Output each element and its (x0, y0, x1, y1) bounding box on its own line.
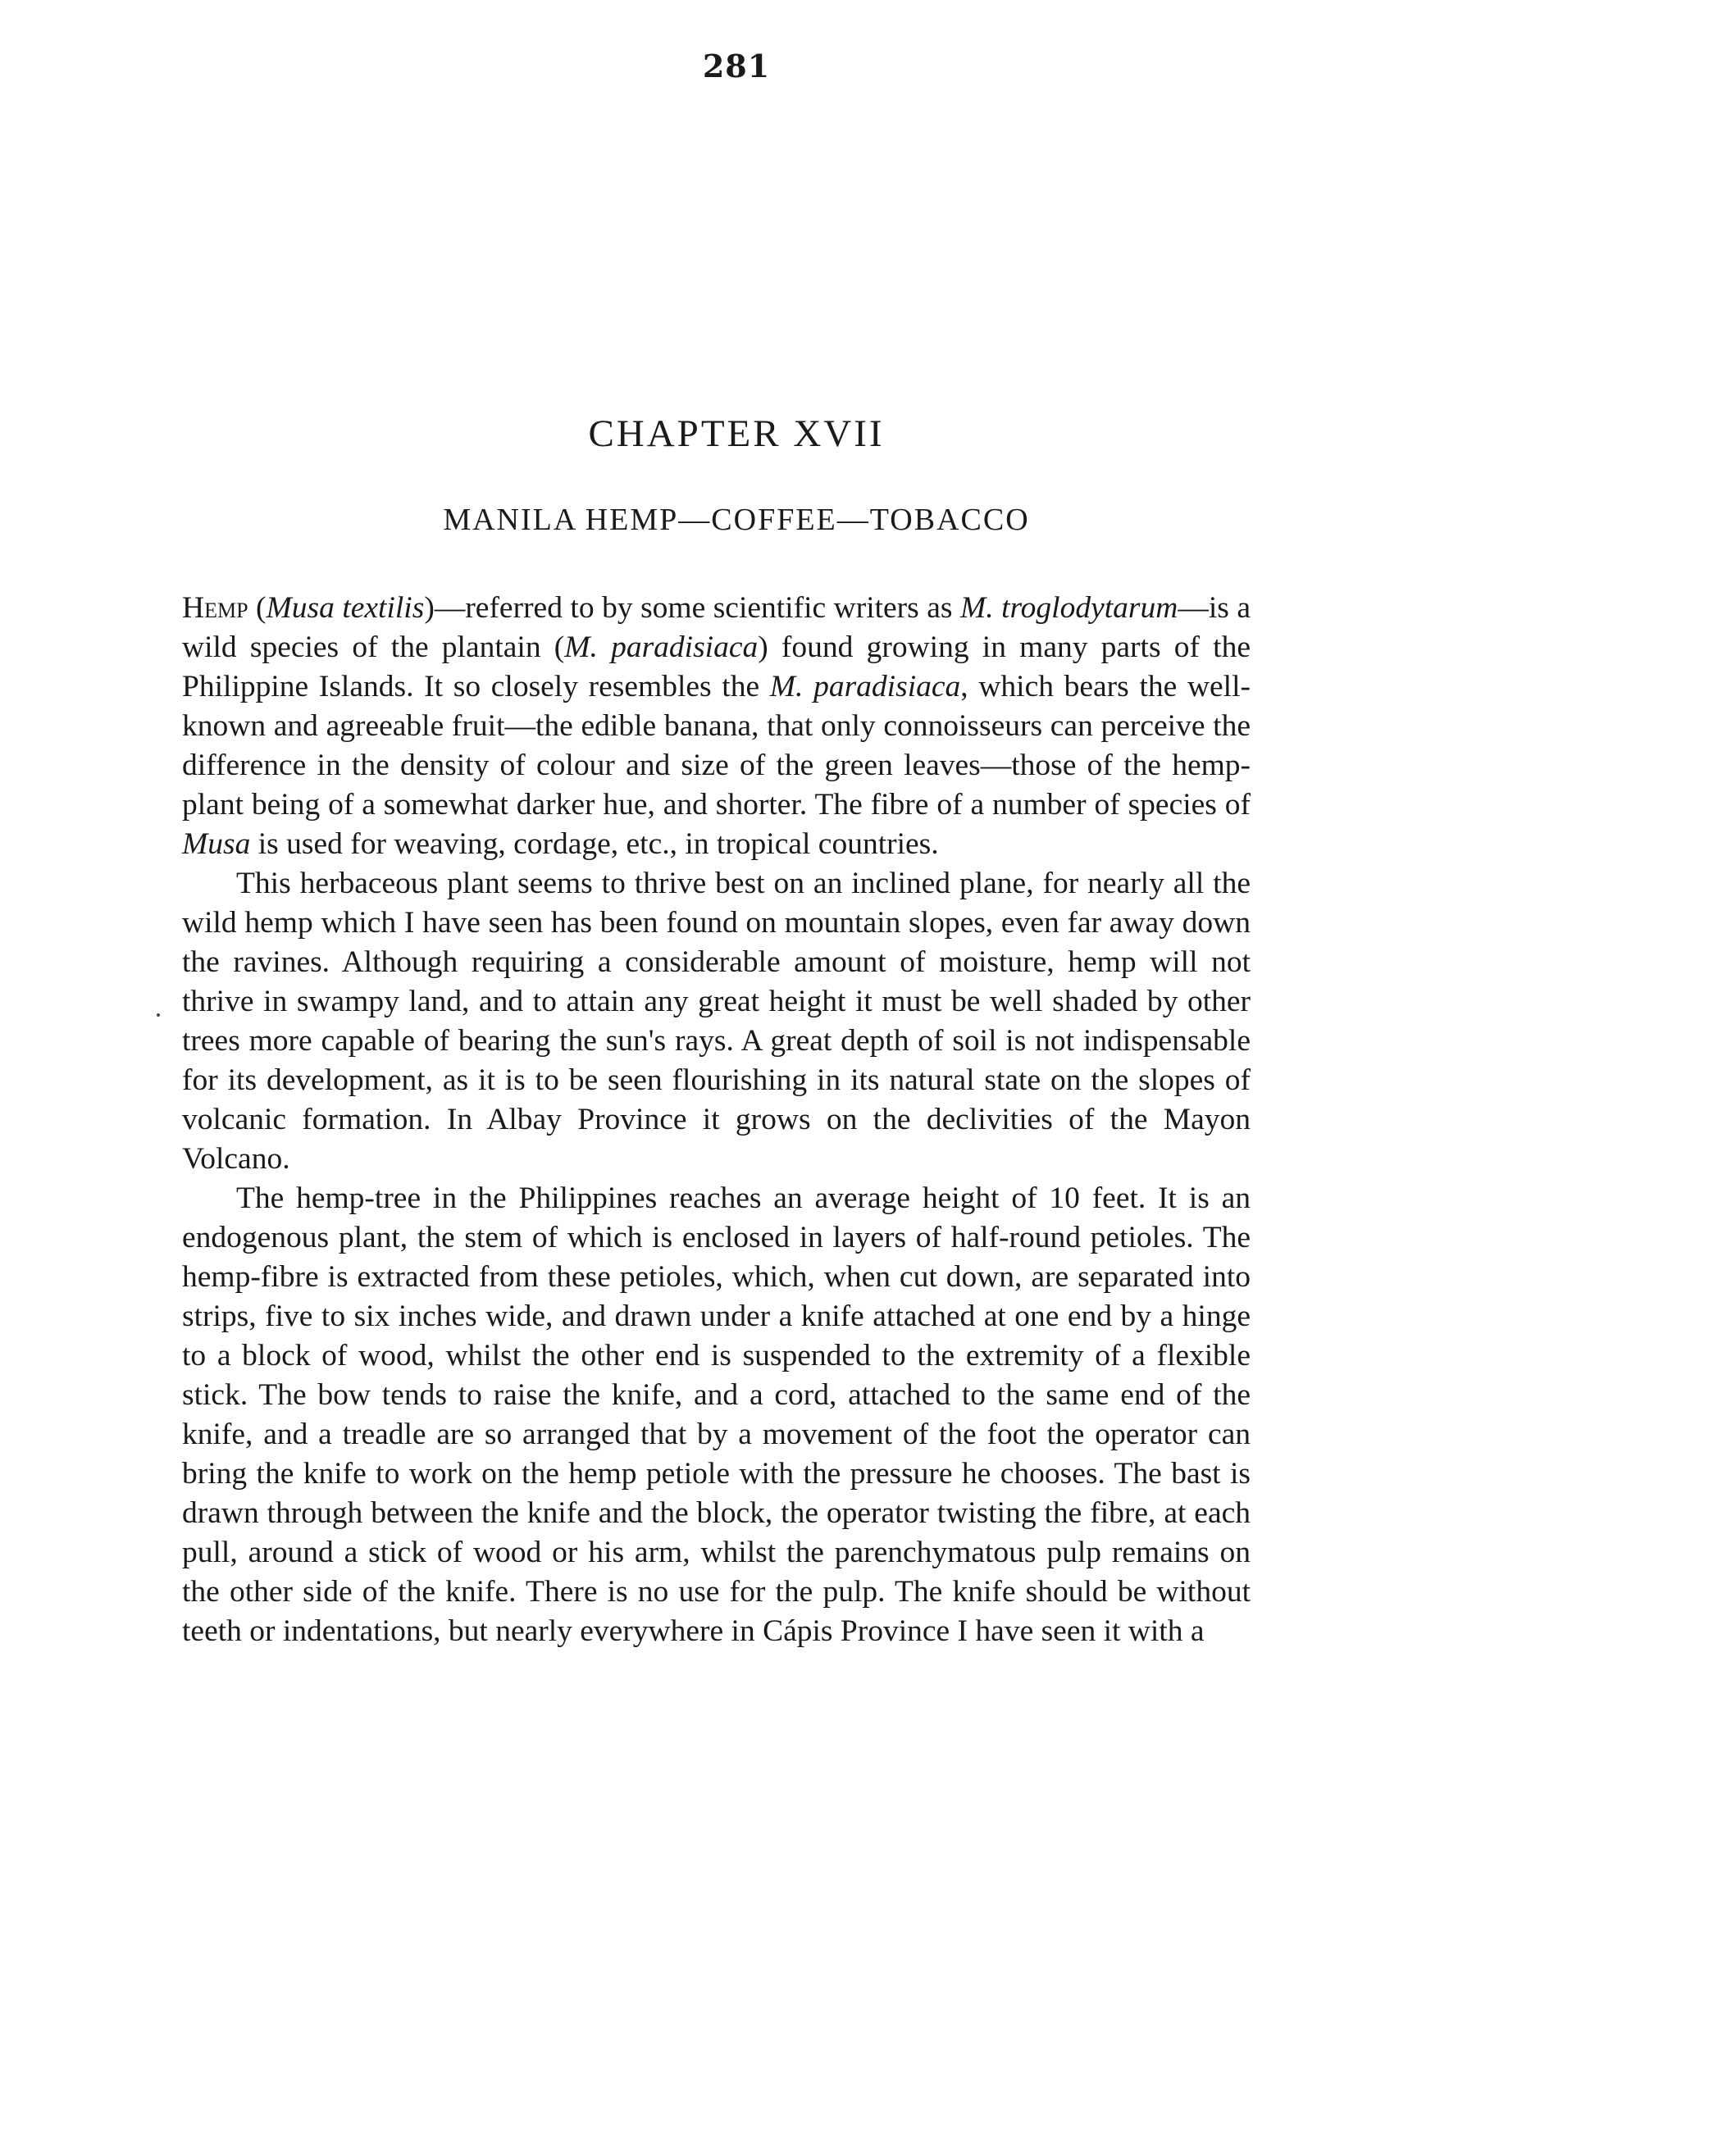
chapter-subtitle: MANILA HEMP—COFFEE—TOBACCO (443, 503, 1030, 537)
text-run: ( (248, 591, 267, 625)
paragraph-habitat: This herbaceous plant seems to thrive best on an inclined plane, for nearly all the wild hemp which I have seen has been found on mountain slopes, even far away down the ravines. Although requiring a considerable amount of moisture, hemp will not thrive in swampy land, and to attain any great height it must be well shaded by other trees more capable of bearing the sun's rays. A great depth of soil is not indispensable for its development, as it is to be seen flourishing in its natural state on the slopes of volcanic formation. In Albay Province it grows on the declivities of the Mayon Volcano. (182, 867, 1251, 1176)
stray-ink-mark (157, 1013, 160, 1017)
paragraph-lead-word: Hemp (182, 591, 248, 625)
italic-term: Musa (182, 827, 251, 861)
paragraph-hemp-intro (182, 589, 1251, 864)
text-run: —is a wild species of the plantain ( (182, 591, 1251, 664)
page-number: 281 (702, 48, 771, 84)
italic-term: M. troglodytarum (959, 591, 1178, 625)
text-run: , which bears the well-known and agreeable fruit—the edible banana, that only connoisseurs can perceive the difference in the density of colour and size of the green leaves—those of the hemp-plant being of a somewhat darker hue, and shorter. The fibre of a number of species of (182, 670, 1251, 822)
paragraph-extraction: The hemp-tree in the Philippines reaches an average height of 10 feet. It is an endogenous plant, the stem of which is enclosed in layers of half-round petioles. The hemp-fibre is extracted from these petioles, which, when cut down, are separated into strips, five to six inches wide, and drawn under a knife attached at one end by a hinge to a block of wood, whilst the other end is suspended to the extremity of a flexible stick. The bow tends to raise the knife, and a cord, attached to the same end of the knife, and a treadle are so arranged that by a movement of the foot the operator can bring the knife to work on the hemp petiole with the pressure he chooses. The bast is drawn through between the knife and the block, the operator twisting the fibre, at each pull, around a stick of wood or his arm, whilst the parenchymatous pulp remains on the other side of the knife. There is no use for the pulp. The knife should be without teeth or indentations, but nearly everywhere in Cápis Province I have seen it with a (182, 1181, 1251, 1648)
italic-term: M. paradisiaca (564, 630, 759, 664)
italic-term: M. paradisiaca (769, 670, 961, 703)
italic-term: Musa textilis (266, 591, 425, 625)
chapter-heading: CHAPTER XVII (588, 412, 885, 455)
body-text (182, 589, 1251, 1651)
text-run: is used for weaving, cordage, etc., in tropical countries. (250, 827, 939, 861)
text-run: ) found growing in many parts of the Philippine Islands. It so closely resembles the (182, 630, 1251, 703)
text-run: )—referred to by some scientific writers as (424, 591, 960, 625)
